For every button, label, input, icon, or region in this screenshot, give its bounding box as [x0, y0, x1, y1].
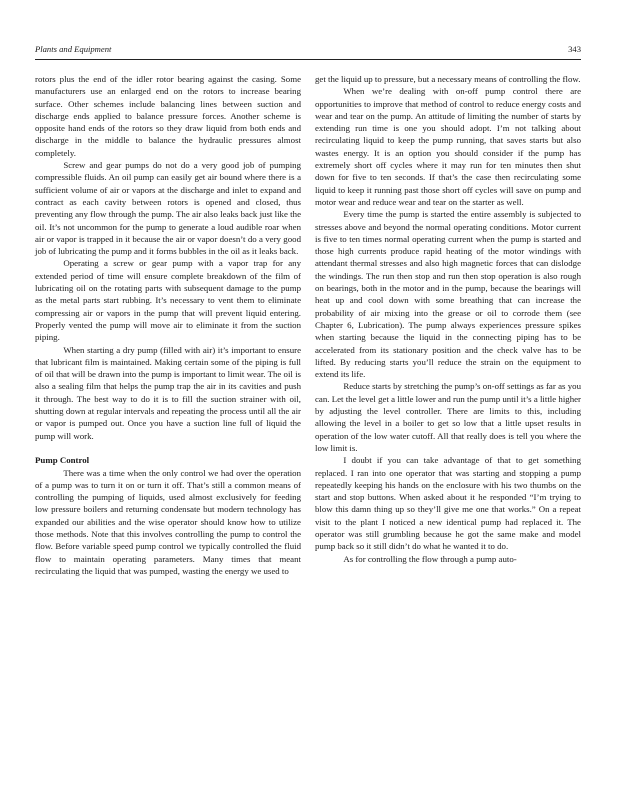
paragraph: rotors plus the end of the idler rotor bearing against the casing. Some manufacturers use an enlarged end on the rotors to increase bearing surface. Other schemes include balancing lines between suction and discharge ends applied to balance pressure forces. Another scheme is opposite hand ends of the rotors so they draw liquid from both ends and discharge in the middle to balance the hydraulic pressures almost completely.	[35, 74, 301, 158]
paragraph: When we’re dealing with on-off pump control there are opportunities to improve that method of control to reduce energy costs and wear and tear on the pump. An attitude of limiting the number of starts by extending run time is one you should adopt. I’m not talking about recirculating liquid to keep the pump running, that saves starts but also wastes energy. It is an option you should consider if the pump has extremely short off cycles where it may run for ten minutes then shut down for five to ten seconds. If that’s the case then recirculating some liquid to keep it running past those short off cycles will save on pump and motor wear and reduce wear and tear on the starter as well.	[315, 86, 581, 207]
paragraph: There was a time when the only control we had over the operation of a pump was to turn it on or turn it off. That’s still a common means of controlling the pumping of liquids, used almost exclusively for feeding low pressure boilers and returning condensate but modern technology has expanded our abilities and the wise operator should know how to utilize those methods. Note that this involves controlling the pump to control the flow. Before variable speed pump control we typically controlled the fluid flow to maintain operating parameters. Many times that meant recirculating the liquid that was pumped, wasting the energy we used to	[35, 467, 301, 576]
page-header	[35, 44, 581, 58]
paragraph: When starting a dry pump (filled with air) it’s important to ensure that lubricant film is maintained. Making certain some of the piping is full of oil that will be drawn into the pump is important to limit wear. The oil is also a sealing film that helps the pump trap the air in its cavities and push it through. The best way to do it is to fill the suction strainer with oil, shutting down at regular intervals and repeating the process until all the air or vapor is pumped out. Once you have a suction line full of liquid the pump will work.	[35, 344, 301, 441]
running-head: Plants and Equipment	[35, 44, 112, 54]
paragraph: Reduce starts by stretching the pump’s on-off settings as far as you can. Let the level get a little lower and run the pump until it’s a little higher by adjusting the level controller. There are limits to this, including allowing the level in a boiler to get so low that a little upset results in operation of the low water cutoff. All that really does is tell you where the low limit is.	[315, 381, 581, 453]
paragraph: Screw and gear pumps do not do a very good job of pumping compressible fluids. An oil pump can easily get air bound where there is a sufficient volume of air or vapors at the discharge and inlet to expand and contract as each cavity between rotors is opened and closed, thus preventing any flow through the pump. The air also leaks back just like the oil. It’s not uncommon for the pump to generate a loud audible roar when air or vapor is trapped in it because the air or vapor doesn’t do a very good job of lubricating the pump and it forms bubbles in the oil as it leaks back.	[35, 160, 301, 257]
right-column	[315, 73, 581, 577]
left-column	[35, 73, 301, 577]
paragraph: Every time the pump is started the entire assembly is subjected to stresses above and beyond the normal operating conditions. Motor current is five to ten times normal operating current when the pump is started and those high currents produce rapid heating of the motor windings with attendant thermal stresses and also high magnetic forces that can dislodge the windings. The run then stop and run then stop operation is also rough on bearings, both in the motor and in the pump, because the bearings will heat up and cool down with some breathing that can increase the probability of air mixing into the grease or oil to corrode them (see Chapter 6, Lubrication). The pump always experiences pressure spikes when starting because the liquid in the connecting piping has to be accelerated from its stationary position and the check valve has to be lifted. By reducing starts you’ll reduce the strain on the equipment to extend its life.	[315, 209, 581, 380]
page-number: 343	[568, 44, 581, 54]
section-heading: Pump Control	[35, 455, 90, 466]
paragraph: get the liquid up to pressure, but a necessary means of controlling the flow.	[315, 74, 581, 84]
paragraph: I doubt if you can take advantage of that to get something replaced. I ran into one operator that was starting and stopping a pump repeatedly keeping his hands on the enclosure with his two thumbs on the start and stop buttons. When asked about it he responded “I’m trying to blow this damn thing up so they’ll give me one that works.” On a repeat visit to the plant I noticed a new identical pump had replaced it. The operator was still grumbling because he got the same make and model pump back so it still didn’t do what he wanted it to do.	[315, 455, 581, 552]
header-rule	[35, 59, 581, 60]
paragraph: Operating a screw or gear pump with a vapor trap for any extended period of time will ensure complete breakdown of the film of lubricating oil on the rotating parts with subsequent damage to the pump as the metal parts start rubbing. It’s necessary to vent them to eliminate compressing air or vapors in the pump that will prevent liquid entering. Properly vented the pump will move air to eliminate it from the suction piping.	[35, 258, 301, 343]
body-columns	[35, 73, 581, 577]
paragraph: As for controlling the flow through a pump auto-	[343, 553, 517, 564]
